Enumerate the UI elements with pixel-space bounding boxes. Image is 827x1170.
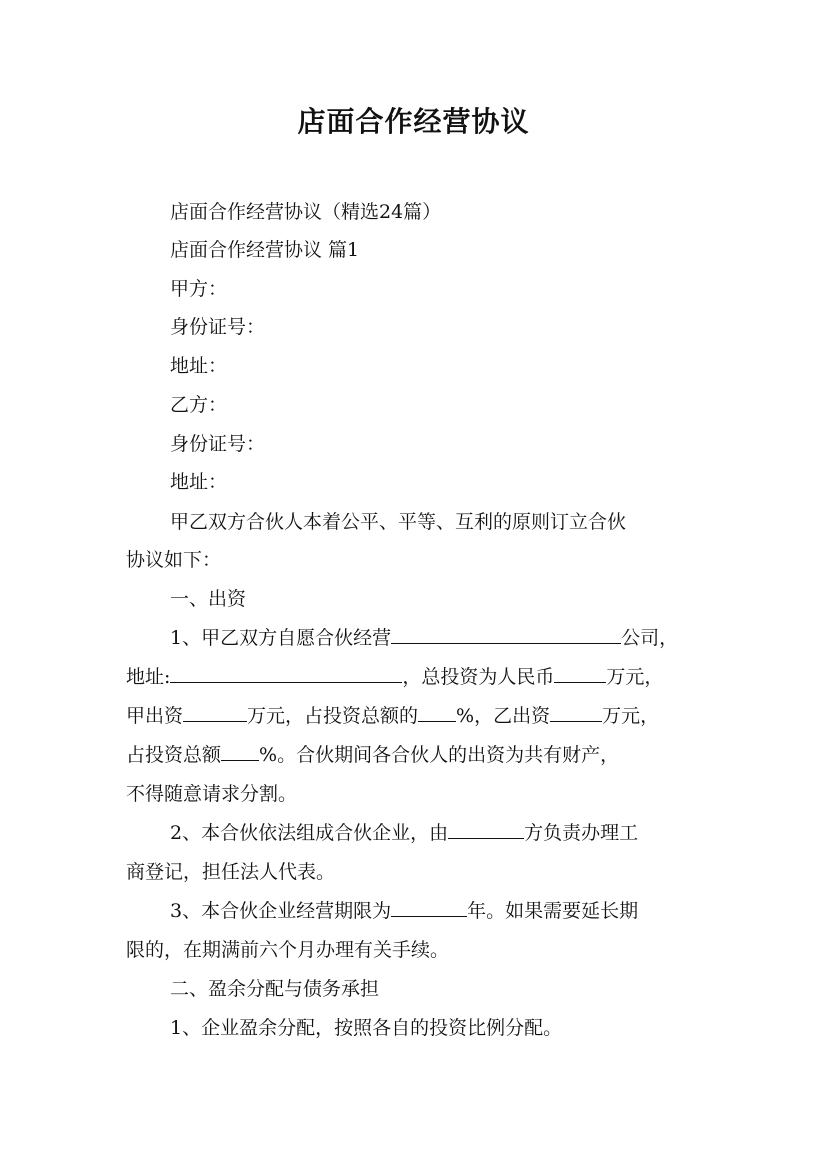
chapter-heading: 店面合作经营协议 篇1 xyxy=(170,239,360,261)
clause-text: 万元， xyxy=(602,705,660,727)
clause-text: %。合伙期间各合伙人的出资为共有财产， xyxy=(259,744,620,766)
clause-text: ，总投资为人民币 xyxy=(402,666,555,688)
clause-text: 甲出资 xyxy=(126,705,184,727)
party-b-id-label: 身份证号： xyxy=(170,433,266,455)
clause-text: 年。如果需要延长期 xyxy=(467,900,639,922)
clause-text: 3、本合伙企业经营期限为 xyxy=(170,900,392,922)
party-b-label: 乙方： xyxy=(170,394,228,416)
clause-text: 万元， xyxy=(606,666,664,688)
section-heading-capital: 一、出资 xyxy=(170,588,247,610)
blank-line xyxy=(448,819,524,839)
blank-line xyxy=(221,741,259,761)
blank-line xyxy=(418,702,456,722)
blank-line xyxy=(170,663,402,683)
intro-paragraph-line-1: 甲乙双方合伙人本着公平、平等、互利的原则订立合伙 xyxy=(170,511,627,533)
clause-1-line-2 xyxy=(126,658,706,696)
clause-profit-1: 1、企业盈余分配，按照各自的投资比例分配。 xyxy=(170,1017,563,1039)
clause-text: 公司， xyxy=(621,627,679,649)
party-a-address-label: 地址： xyxy=(170,355,228,377)
blank-line xyxy=(183,702,247,722)
clause-3-line-1 xyxy=(170,892,750,930)
party-a-label: 甲方： xyxy=(170,278,228,300)
clause-text: 占投资总额 xyxy=(126,744,222,766)
party-b-address-label: 地址： xyxy=(170,471,228,493)
clause-1-line-1 xyxy=(170,619,750,657)
clause-text: %，乙出资 xyxy=(456,705,551,727)
blank-line xyxy=(554,663,606,683)
party-a-id-label: 身份证号： xyxy=(170,316,266,338)
blank-line xyxy=(391,624,621,644)
subtitle-line: 店面合作经营协议（精选24篇） xyxy=(170,201,442,223)
clause-1-line-3 xyxy=(126,697,706,735)
clause-text: 2、本合伙依法组成合伙企业，由 xyxy=(170,822,449,844)
clause-text: 方负责办理工 xyxy=(524,822,639,844)
intro-paragraph-line-2: 协议如下： xyxy=(126,549,222,571)
clause-text: 地址: xyxy=(126,666,171,688)
clause-2-line-1 xyxy=(170,814,750,852)
clause-3-line-2: 限的，在期满前六个月办理有关手续。 xyxy=(126,939,450,961)
blank-line xyxy=(391,897,467,917)
section-heading-profit: 二、盈余分配与债务承担 xyxy=(170,978,380,1000)
clause-text: 万元，占投资总额的 xyxy=(247,705,419,727)
blank-line xyxy=(550,702,602,722)
document-title: 店面合作经营协议 xyxy=(297,105,530,138)
clause-1-line-5: 不得随意请求分割。 xyxy=(126,783,298,805)
clause-text: 1、甲乙双方自愿合伙经营 xyxy=(170,627,392,649)
clause-1-line-4 xyxy=(126,736,706,774)
clause-2-line-2: 商登记，担任法人代表。 xyxy=(126,861,336,883)
